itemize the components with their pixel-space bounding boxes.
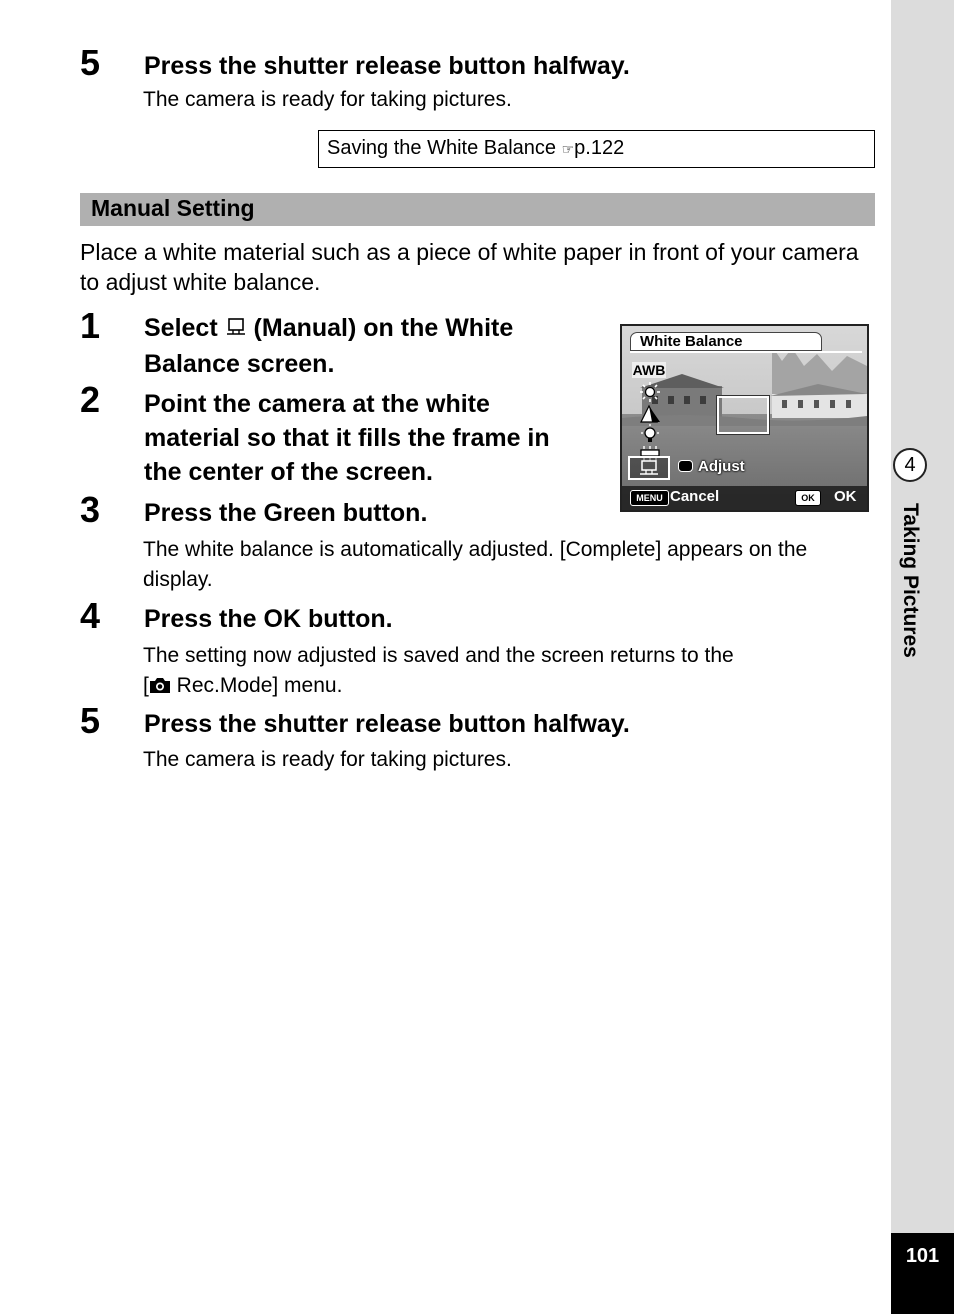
step-title-line: material so that it fills the frame in (144, 424, 550, 452)
step-text-line (143, 671, 868, 703)
section-title: Manual Setting (80, 193, 875, 226)
green-button-icon (678, 460, 693, 472)
adjust-label (678, 458, 745, 476)
reference-box (318, 130, 875, 168)
page-reference-icon: ☞ (561, 141, 575, 157)
step-text: The camera is ready for taking pictures. (143, 88, 512, 111)
screen-header (630, 332, 822, 351)
step-title (144, 387, 614, 489)
step-text: The white balance is automatically adjusted. [Complete] appears on the display. (143, 538, 808, 591)
intro-text: Place a white material such as a piece of white paper in front of your camera to adjust white balance. (80, 239, 859, 295)
step-title (144, 311, 604, 381)
chapter-title: Taking Pictures (899, 503, 922, 658)
chapter-number: 4 (893, 448, 927, 482)
bottom-bar (622, 486, 867, 510)
step-text (143, 641, 868, 703)
camera-icon (149, 673, 171, 703)
center-frame (717, 396, 769, 434)
step-title: Press the OK button. (144, 605, 393, 633)
tungsten-icon (640, 424, 660, 444)
ok-label: OK (834, 488, 857, 505)
camera-screen (620, 324, 869, 512)
manual-wb-icon (638, 459, 660, 477)
cancel-button[interactable] (670, 488, 719, 506)
step-number: 4 (80, 595, 101, 636)
page-number: 101 (891, 1233, 954, 1314)
step-text: The camera is ready for taking pictures. (143, 748, 512, 771)
step-title-line: Point the camera at the white (144, 390, 490, 418)
menu-key-label: MENU (636, 493, 663, 503)
step-number: 2 (80, 379, 101, 420)
step-title-line: the center of the screen. (144, 458, 433, 486)
step-number: 5 (80, 700, 101, 741)
ok-key-label: OK (801, 493, 815, 503)
awb-label: AWB (632, 362, 666, 378)
header-line (630, 351, 862, 353)
step-number: 5 (80, 42, 101, 83)
reference-text: Saving the White Balance (327, 137, 562, 159)
cancel-label: Cancel (670, 488, 720, 505)
daylight-icon (640, 382, 660, 402)
menu-key-icon[interactable] (630, 490, 669, 506)
step-title: Press the shutter release button halfway. (144, 52, 630, 80)
shade-icon (639, 403, 661, 423)
ok-key-icon[interactable] (795, 490, 821, 506)
ok-button[interactable] (834, 488, 857, 506)
step-title: Press the Green button. (144, 499, 428, 527)
step-number: 3 (80, 489, 101, 530)
bracket-open: [ (143, 674, 149, 697)
step-text-part: Rec.Mode] menu. (170, 674, 343, 697)
adjust-text: Adjust (698, 458, 745, 475)
step-title-part: Select (144, 314, 225, 342)
step-title-part: Balance screen. (144, 350, 335, 378)
manual-wb-selected[interactable] (628, 456, 670, 480)
wb-icon-column (630, 360, 668, 482)
step-title: Press the shutter release button halfway. (144, 710, 630, 738)
step-text-line: The setting now adjusted is saved and the screen returns to the (143, 644, 734, 667)
screen-header-text: White Balance (640, 333, 743, 350)
step-number: 1 (80, 305, 101, 346)
awb-icon (632, 362, 666, 378)
reference-page: p.122 (574, 137, 625, 159)
manual-wb-icon (225, 313, 247, 347)
step-title-part: (Manual) on the White (246, 314, 514, 342)
